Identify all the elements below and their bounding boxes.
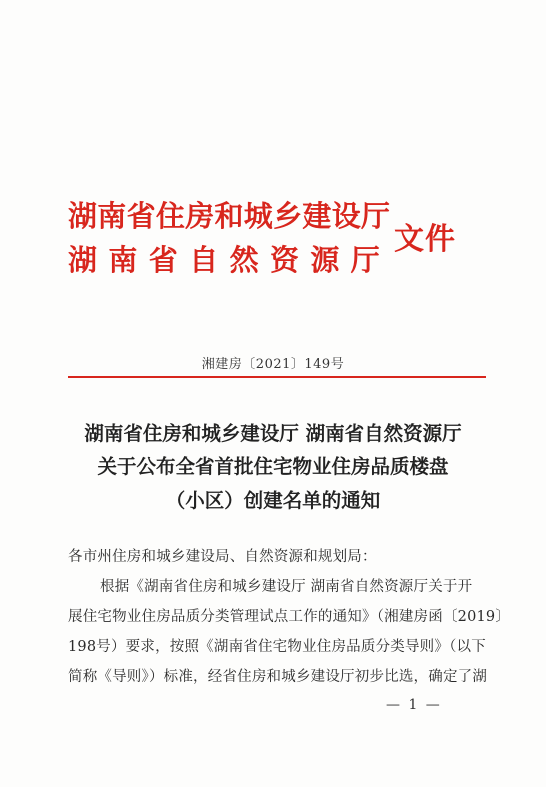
- body-line-2: 展住宅物业住房品质分类管理试点工作的通知》（湘建房函〔2019〕: [68, 609, 511, 625]
- title-line-1: 湖南省住房和城乡建设厅 湖南省自然资源厅: [84, 422, 462, 445]
- body-line-1: 根据《湖南省住房和城乡建设厅 湖南省自然资源厅关于开: [100, 579, 473, 595]
- title-line-2: 关于公布全省首批住宅物业住房品质楼盘: [97, 455, 449, 478]
- letterhead-org-natural-resources: 湖南省自然资源厅: [68, 243, 392, 277]
- letterhead-document-word: 文件: [394, 222, 456, 257]
- salutation: 各市州住房和城乡建设局、自然资源和规划局：: [68, 549, 377, 565]
- body-line-3: 198号）要求，按照《湖南省住宅物业住房品质分类导则》（以下: [68, 639, 486, 655]
- red-divider-line: [68, 376, 486, 378]
- letterhead-org-housing: 湖南省住房和城乡建设厅: [68, 199, 391, 233]
- title-line-3: （小区）创建名单的通知: [165, 489, 381, 512]
- document-number: 湘建房〔2021〕149号: [201, 357, 345, 372]
- body-line-4: 简称《导则》）标准，经省住房和城乡建设厅初步比选，确定了湖: [68, 669, 488, 685]
- page-number: — 1 —: [386, 697, 442, 713]
